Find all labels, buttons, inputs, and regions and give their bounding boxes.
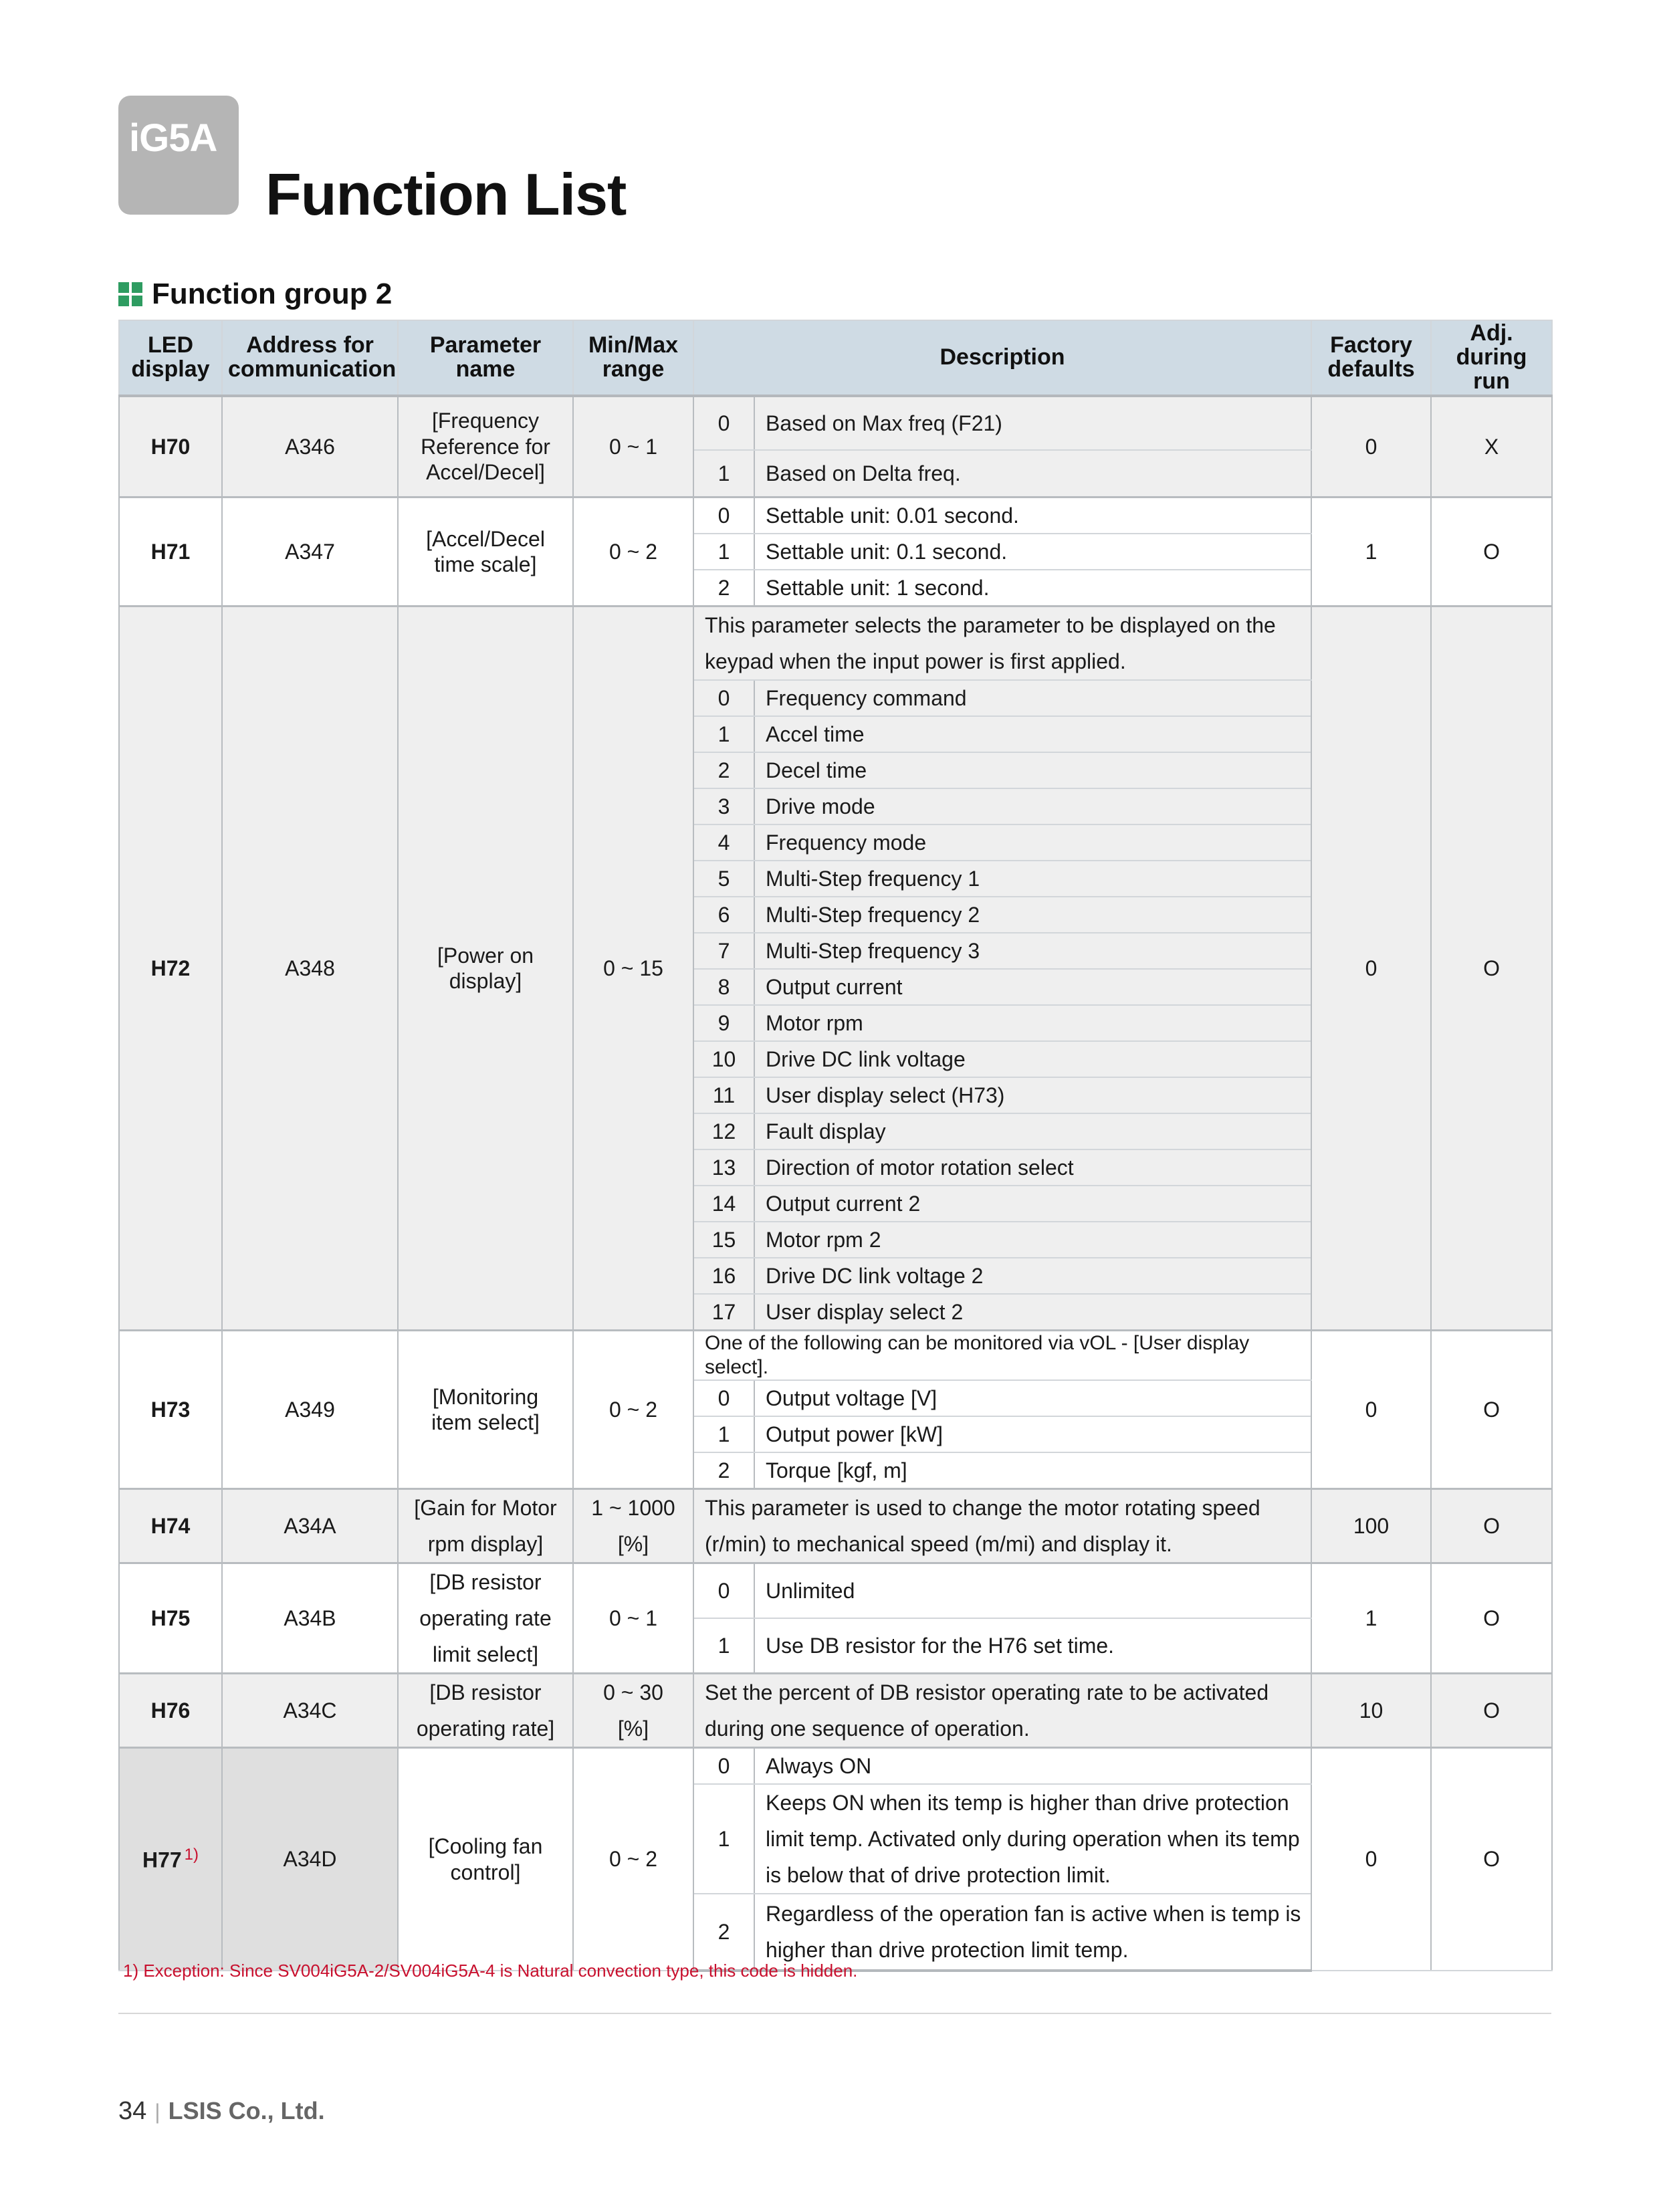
param-name: [Power on display] [398,606,573,1331]
option-label: Motor rpm [754,1005,1311,1041]
param-name: [Monitoring item select] [398,1331,573,1489]
range: 0 ~ 2 [573,497,693,606]
comm-address: A34B [222,1563,398,1674]
col-header-description: Description [693,320,1311,396]
option-value: 1 [693,1416,754,1452]
option-label: Output power [kW] [754,1416,1311,1452]
footer-separator: | [154,2100,160,2124]
option-label: Settable unit: 0.01 second. [754,497,1311,534]
led-code: H70 [119,396,222,497]
table-row [119,1563,1552,1619]
option-value: 2 [693,1452,754,1489]
option-label: Multi-Step frequency 3 [754,933,1311,969]
option-value: 14 [693,1186,754,1222]
factory-default: 0 [1311,1748,1431,1971]
param-name: [Frequency Reference for Accel/Decel] [398,396,573,497]
comm-address: A348 [222,606,398,1331]
option-label: Multi-Step frequency 2 [754,897,1311,933]
row-group-h75 [119,1563,1552,1674]
table-row [119,1674,1552,1748]
option-value: 0 [693,396,754,450]
range: 0 ~ 15 [573,606,693,1331]
factory-default: 10 [1311,1674,1431,1748]
option-label: Settable unit: 1 second. [754,570,1311,606]
param-name: [Cooling fan control] [398,1748,573,1971]
table-row [119,1748,1552,1785]
option-label: Motor rpm 2 [754,1222,1311,1258]
comm-address: A34D [222,1748,398,1971]
led-code: H77 $^{1)}$ [119,1748,222,1971]
factory-default: 0 [1311,396,1431,497]
row-group-h72 [119,606,1552,1331]
page-footer [118,2097,325,2126]
adj-during-run: O [1431,497,1552,606]
page-number: 34 [118,2097,147,2125]
page-title: Function List [265,161,627,227]
option-value: 11 [693,1077,754,1113]
param-name: [Accel/Decel time scale] [398,497,573,606]
company-name: LSIS Co., Ltd. [168,2097,325,2124]
option-value: 16 [693,1258,754,1294]
grid-bullet-icon [118,282,142,306]
table-row [119,396,1552,450]
row-group-h73 [119,1331,1552,1489]
section-title: Function group 2 [152,278,393,310]
adj-during-run: X [1431,396,1552,497]
description-intro: This parameter selects the parameter to be displayed on the keypad when the input power is first applied. [693,606,1311,681]
range: 0 ~ 1 [573,1563,693,1674]
option-value: 4 [693,824,754,861]
factory-default: 1 [1311,1563,1431,1674]
option-label: Based on Max freq (F21) [754,396,1311,450]
param-name: [DB resistor operating rate] [398,1674,573,1748]
col-header-adj: Adj. during run [1431,320,1552,396]
option-label: Unlimited [754,1563,1311,1619]
option-value: 0 [693,1748,754,1785]
option-value: 10 [693,1041,754,1077]
function-table [118,320,1553,1972]
footnote-marker: 1) [184,1845,199,1864]
option-label: Frequency mode [754,824,1311,861]
comm-address: A34C [222,1674,398,1748]
option-value: 1 [693,450,754,497]
option-label: Multi-Step frequency 1 [754,861,1311,897]
row-group-h71 [119,497,1552,606]
option-value: 0 [693,1380,754,1416]
col-header-factory: Factory defaults [1311,320,1431,396]
option-value: 8 [693,969,754,1005]
option-label: Decel time [754,752,1311,788]
option-label: Drive DC link voltage [754,1041,1311,1077]
factory-default: 0 [1311,606,1431,1331]
param-name: [DB resistor operating rate limit select] [398,1563,573,1674]
comm-address: A347 [222,497,398,606]
option-label: Use DB resistor for the H76 set time. [754,1618,1311,1674]
adj-during-run: O [1431,606,1552,1331]
led-code: H76 [119,1674,222,1748]
brand-logo [118,96,239,215]
adj-during-run: O [1431,1748,1552,1971]
option-value: 17 [693,1294,754,1331]
option-value: 13 [693,1149,754,1186]
description-intro: One of the following can be monitored via vOL - [User display select]. [693,1331,1311,1381]
row-group-h74 [119,1489,1552,1563]
row-group-h77 [119,1748,1552,1971]
option-label: Direction of motor rotation select [754,1149,1311,1186]
led-code: H75 [119,1563,222,1674]
table-row [119,1331,1552,1381]
option-value: 9 [693,1005,754,1041]
option-value: 1 [693,1618,754,1674]
led-code: H73 [119,1331,222,1489]
option-value: 1 [693,534,754,570]
option-label: Fault display [754,1113,1311,1149]
comm-address: A346 [222,396,398,497]
option-label: Settable unit: 0.1 second. [754,534,1311,570]
led-code: H72 [119,606,222,1331]
option-label: Output current [754,969,1311,1005]
description-text: This parameter is used to change the motor rotating speed (r/min) to mechanical speed (m/mi) and display it. [693,1489,1311,1563]
option-label: Torque [kgf, m] [754,1452,1311,1489]
table-row [119,1489,1552,1563]
option-label: Output current 2 [754,1186,1311,1222]
adj-during-run: O [1431,1563,1552,1674]
option-value: 2 [693,1894,754,1971]
option-value: 2 [693,752,754,788]
comm-address: A34A [222,1489,398,1563]
col-header-param: Parameter name [398,320,573,396]
col-header-led: LED display [119,320,222,396]
range: 0 ~ 30 [%] [573,1674,693,1748]
row-group-h70 [119,396,1552,497]
option-label: Frequency command [754,680,1311,716]
table-header-row [119,320,1552,396]
divider [118,2013,1551,2014]
option-value: 5 [693,861,754,897]
table-row [119,497,1552,534]
option-label: User display select 2 [754,1294,1311,1331]
option-value: 0 [693,680,754,716]
option-value: 1 [693,1784,754,1894]
option-value: 7 [693,933,754,969]
adj-during-run: O [1431,1489,1552,1563]
option-value: 1 [693,716,754,752]
option-label: Regardless of the operation fan is active when is temp is higher than drive protection limit temp. [754,1894,1311,1971]
option-value: 0 [693,497,754,534]
option-value: 2 [693,570,754,606]
option-label: Always ON [754,1748,1311,1785]
footnote: 1) Exception: Since SV004iG5A-2/SV004iG5A-4 is Natural convection type, this code is hidden. [123,1961,858,1981]
adj-during-run: O [1431,1331,1552,1489]
option-value: 15 [693,1222,754,1258]
option-label: Drive DC link voltage 2 [754,1258,1311,1294]
factory-default: 1 [1311,497,1431,606]
option-label: Drive mode [754,788,1311,824]
option-label: Output voltage [V] [754,1380,1311,1416]
description-text: Set the percent of DB resistor operating rate to be activated during one sequence of operation. [693,1674,1311,1748]
led-code: H74 [119,1489,222,1563]
option-label: Based on Delta freq. [754,450,1311,497]
option-value: 0 [693,1563,754,1619]
option-value: 12 [693,1113,754,1149]
option-label: Keeps ON when its temp is higher than drive protection limit temp. Activated only during operation when its temp is below that of drive protection limit. [754,1784,1311,1894]
option-label: Accel time [754,716,1311,752]
range: 0 ~ 2 [573,1748,693,1971]
led-code: H71 [119,497,222,606]
row-group-h76 [119,1674,1552,1748]
range: 1 ~ 1000 [%] [573,1489,693,1563]
adj-during-run: O [1431,1674,1552,1748]
option-value: 6 [693,897,754,933]
brand-logo-text: iG5A [129,116,217,160]
option-label: User display select (H73) [754,1077,1311,1113]
range: 0 ~ 1 [573,396,693,497]
comm-address: A349 [222,1331,398,1489]
option-value: 3 [693,788,754,824]
col-header-range: Min/Max range [573,320,693,396]
range: 0 ~ 2 [573,1331,693,1489]
param-name: [Gain for Motor rpm display] [398,1489,573,1563]
section-header [118,275,392,313]
col-header-address: Address for communication [222,320,398,396]
table-row [119,606,1552,681]
factory-default: 100 [1311,1489,1431,1563]
factory-default: 0 [1311,1331,1431,1489]
